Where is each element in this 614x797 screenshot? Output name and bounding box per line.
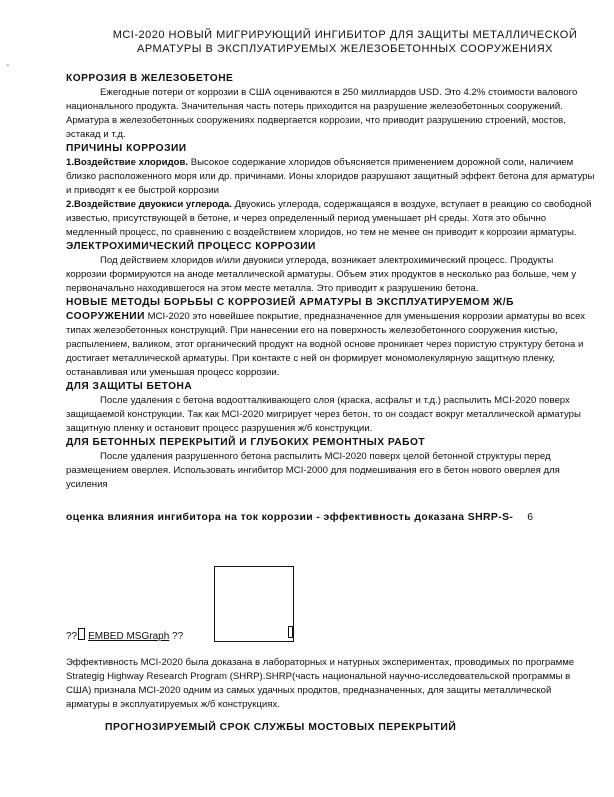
heading-repair: ДЛЯ БЕТОННЫХ ПЕРЕКРЫТИЙ И ГЛУБОКИХ РЕМОНТНЫХ РАБОТ — [66, 437, 426, 448]
heading-electrochemical: ЭЛЕКТРОХИМИЧЕСКИЙ ПРОЦЕСС КОРРОЗИИ — [66, 241, 316, 252]
paragraph-new-methods — [66, 296, 596, 380]
effectiveness-number: 6 — [527, 512, 534, 523]
embedded-graph-frame — [214, 566, 294, 642]
embed-suffix: ?? — [172, 631, 184, 642]
paragraph-electrochemical: Под действием хлоридов и/или двуокиси углерода, возникает электрохимический процесс. Продукты коррозии формируются на аноде металлической арматуры. Объем этих продуктов в несколько раз больше, чем у первоначально находившегося на этом месте металла. Это приводит к разрушению бетона. — [66, 255, 577, 294]
new-methods-text: MCI-2020 это новейшее покрытие, предназначенное для уменьшения коррозии арматуры во всех типах железобетонных конструкций. При нанесении его на поверхность железобетонного сооружения кистью, распылением, валиком, этот органический продукт на водной основе проникает через пористую структуру бетона и достигает металлической арматуры. При контакте с ней он формирует мономолекулярную защитную пленку, останавливая или уменьшая процесс коррозии. — [66, 311, 586, 378]
embed-label: EMBED MSGraph — [88, 631, 170, 642]
embedded-graph-handle — [288, 626, 293, 638]
heading-corrosion: КОРРОЗИЯ В ЖЕЛЕЗОБЕТОНЕ — [66, 73, 234, 84]
field-marker-icon — [78, 628, 85, 640]
margin-mark: - — [6, 60, 10, 71]
heading-causes: ПРИЧИНЫ КОРРОЗИИ — [66, 143, 187, 154]
paragraph-co2 — [66, 198, 596, 240]
paragraph-chlorides — [66, 156, 596, 198]
heading-new-methods: НОВЫЕ МЕТОДЫ БОРЬБЫ С КОРРОЗИЕЙ АРМАТУРЫ В ЭКСПЛУАТИРУЕМОМ Ж/Б СООРУЖЕНИИ — [66, 297, 514, 322]
document-title — [100, 28, 590, 56]
document-body — [66, 72, 596, 492]
chlorides-label: 1.Воздействие хлоридов. — [66, 157, 189, 168]
heading-concrete-protection: ДЛЯ ЗАЩИТЫ БЕТОНА — [66, 381, 193, 392]
title-line-2: АРМАТУРЫ В ЭКСПЛУАТИРУЕМЫХ ЖЕЛЕЗОБЕТОННЫХ СООРУЖЕНИЯХ — [136, 43, 553, 55]
paragraph-evidence: Эффективность MCI-2020 была доказана в лабораторных и натурных экспериментах, проводимых по программе Strategig Highway Research Program (SHRP).SHRP(часть национальной научно-исследовательской программы в США) признала MCI-2020 одним из самых удачных продктов, предназначенных, для защиты металлической арматуры в эксплуатируемых ж/б конструкциях. — [66, 657, 575, 710]
paragraph-repair: После удаления разрушенного бетона распылить MCI-2020 поверх целой бетонной структуры перед размещением оверлея. Использовать ингибитор MCI-2000 для подмешивания его в бетон нового оверлея для усиления — [66, 451, 560, 490]
effectiveness-line — [66, 512, 533, 523]
heading-service-life: ПРОГНОЗИРУЕМЫЙ СРОК СЛУЖБЫ МОСТОВЫХ ПЕРЕКРЫТИЙ — [105, 722, 457, 733]
co2-text: Двуокись углерода, содержащаяся в воздухе, вступает в реакцию со свободной известью, присутствующей в бетоне, и через определенный период уменьшает pH среды. Хотя это обычно медленный процесс, по сравнению с воздействием хлоридов, но тем не менее он приводит к коррозии арматуры. — [66, 199, 592, 238]
effectiveness-text: оценка влияния ингибитора на ток коррозии - эффективность доказана SHRP-S- — [66, 512, 514, 523]
embed-field-code — [66, 628, 183, 642]
title-line-1: MCI-2020 НОВЫЙ МИГРИРУЮЩИЙ ИНГИБИТОР ДЛЯ ЗАЩИТЫ МЕТАЛЛИЧЕСКОЙ — [112, 29, 578, 41]
paragraph-corrosion: Ежегодные потери от коррозии в США оцениваются в 250 миллиардов USD. Это 4.2% стоимости валового национального продукта. Значительная часть потерь приходится на разрушение железобетонных сооружений. Арматура в железобетонных сооружениях подвергается коррозии, что приводит разрушению строений, мостов, эстакад и т.д. — [66, 87, 578, 140]
chlorides-text: Высокое содержание хлоридов объясняется применением дорожной соли, наличием близко расположенного моря или др. причинами. Ионы хлоридов разрушают защитный эффект бетона для арматуры и приводят к ее быстрой коррозии — [66, 157, 595, 196]
paragraph-concrete-protection: После удаления с бетона водоотталкивающего слоя (краска, асфальт и т.д.) распылить MCI-2020 поверх защищаемой конструкции. Так как MCI-2020 мигрирует через бетон, то он создаст вокруг металлической арматуры защитную пленку и остановит процесс разрушения ж/б конструкции. — [66, 395, 581, 434]
embed-prefix: ?? — [66, 631, 78, 642]
co2-label: 2.Воздействие двуокиси углерода. — [66, 199, 232, 210]
